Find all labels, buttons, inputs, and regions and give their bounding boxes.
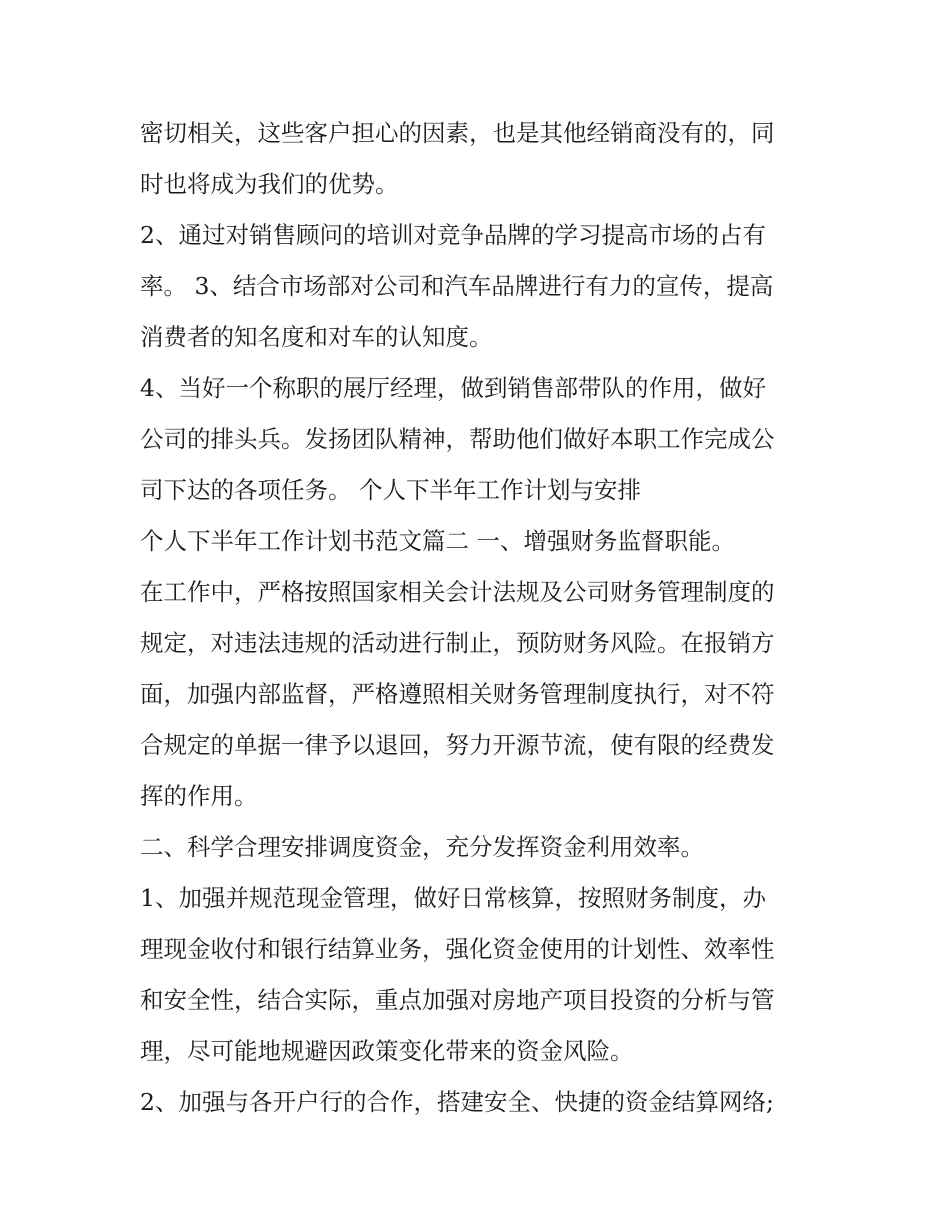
text-line: 和安全性，结合实际，重点加强对房地产项目投资的分析与管 — [140, 986, 775, 1014]
text-line: 公司的排头兵。发扬团队精神，帮助他们做好本职工作完成公 — [140, 425, 775, 453]
text-line: 合规定的单据一律予以退回，努力开源节流，使有限的经费发 — [140, 731, 775, 759]
text-line: 在工作中，严格按照国家相关会计法规及公司财务管理制度的 — [140, 578, 775, 606]
text-line: 4、当好一个称职的展厅经理，做到销售部带队的作用，做好 — [140, 374, 766, 402]
text-line: 2、通过对销售顾问的培训对竞争品牌的学习提高市场的占有 — [140, 221, 766, 249]
text-line: 二、科学合理安排调度资金，充分发挥资金利用效率。 — [140, 833, 704, 861]
text-line: 时也将成为我们的优势。 — [140, 170, 399, 198]
text-line: 密切相关，这些客户担心的因素，也是其他经销商没有的，同 — [140, 119, 775, 147]
text-line: 率。 3、结合市场部对公司和汽车品牌进行有力的宣传，提高 — [140, 272, 774, 300]
text-line: 规定，对违法违规的活动进行制止，预防财务风险。在报销方 — [140, 629, 775, 657]
text-line: 面，加强内部监督，严格遵照相关财务管理制度执行，对不符 — [140, 680, 775, 708]
text-line: 司下达的各项任务。 个人下半年工作计划与安排 — [140, 476, 641, 504]
text-line: 理现金收付和银行结算业务，强化资金使用的计划性、效率性 — [140, 935, 775, 963]
text-line: 2、加强与各开户行的合作，搭建安全、快捷的资金结算网络; — [140, 1088, 774, 1116]
text-line: 1、加强并规范现金管理，做好日常核算，按照财务制度，办 — [140, 884, 766, 912]
text-line: 消费者的知名度和对车的认知度。 — [140, 323, 493, 351]
document-body — [140, 108, 820, 1128]
text-line: 个人下半年工作计划书范文篇二 一、增强财务监督职能。 — [140, 527, 735, 555]
text-line: 理，尽可能地规避因政策变化带来的资金风险。 — [140, 1037, 634, 1065]
text-line: 挥的作用。 — [140, 782, 258, 810]
